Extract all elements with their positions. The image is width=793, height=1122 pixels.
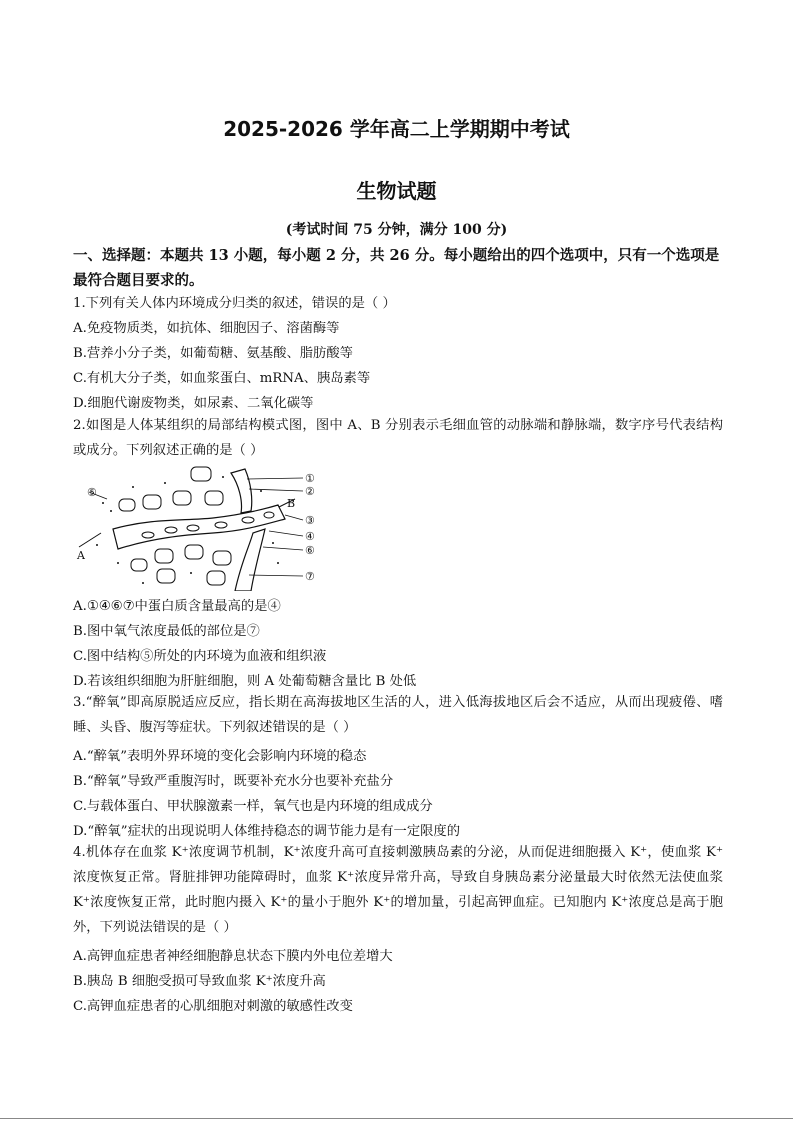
question-2-option-a: A.①④⑥⑦中蛋白质含量最高的是④ — [73, 599, 281, 614]
page-bottom-rule — [0, 1118, 793, 1119]
blood-cell — [215, 522, 227, 528]
label-a: A — [77, 549, 85, 562]
question-4-option-b: B.胰岛 B 细胞受损可导致血浆 K⁺浓度升高 — [73, 974, 326, 989]
label-b: B — [287, 497, 296, 510]
tissue-cell — [143, 495, 161, 509]
question-1-option-d: D.细胞代谢废物类，如尿素、二氧化碳等 — [73, 396, 314, 411]
question-3-option-b: B.“醉氧”导致严重腹泻时，既要补充水分也要补充盐分 — [73, 774, 394, 789]
label-4: ④ — [305, 530, 315, 543]
exam-title: 2025-2026 学年高二上学期期中考试 — [223, 117, 570, 141]
question-4-stem: 4.机体存在血浆 K⁺浓度调节机制，K⁺浓度升高可直接刺激胰岛素的分泌，从而促进细胞摄入 K⁺，使血浆 K⁺浓度恢复正常。肾脏排钾功能障碍时，血浆 K⁺浓度异常升高，导致自身胰岛素分泌量最大时依然无法使血浆 K⁺浓度恢复正常，此时胞内摄入 K⁺的量小于胞外 K⁺的增加量，引起高钾血症。已知胞内 K⁺浓度总是高于胞外，下列说法错误的是（ ） — [73, 845, 723, 935]
tissue-cell — [207, 571, 225, 585]
question-2-option-c: C.图中结构⑤所处的内环境为血液和组织液 — [73, 649, 327, 664]
label-1: ① — [305, 472, 315, 485]
tissue-cell — [157, 569, 175, 583]
label-7: ⑦ — [305, 570, 315, 583]
question-2-option-d: D.若该组织细胞为肝脏细胞，则 A 处葡萄糖含量比 B 处低 — [73, 674, 417, 689]
question-1-option-a: A.免疫物质类，如抗体、细胞因子、溶菌酶等 — [73, 321, 340, 336]
question-4-option-c: C.高钾血症患者的心肌细胞对刺激的敏感性改变 — [73, 999, 353, 1014]
question-3-stem: 3.“醉氧”即高原脱适应反应，指长期在高海拔地区生活的人，进入低海拔地区后会不适应，从而出现疲倦、嗜睡、头昏、腹泻等症状。下列叙述错误的是（ ） — [73, 695, 723, 735]
question-1-stem: 1.下列有关人体内环境成分归类的叙述，错误的是（ ） — [73, 296, 396, 311]
question-1-option-c: C.有机大分子类，如血浆蛋白、mRNA、胰岛素等 — [73, 371, 371, 386]
label-2: ② — [305, 485, 315, 498]
tissue-cell — [191, 467, 211, 481]
exam-time-info: (考试时间 75 分钟，满分 100 分) — [285, 222, 508, 238]
blood-cell — [165, 527, 177, 533]
section-heading: 一、选择题：本题共 13 小题，每小题 2 分，共 26 分。每小题给出的四个选项中，只有一个选项是最符合题目要求的。 — [73, 247, 720, 289]
question-3-option-d: D.“醉氧”症状的出现说明人体维持稳态的调节能力是有一定限度的 — [73, 824, 461, 839]
tissue-cell — [131, 559, 147, 571]
label-6: ⑥ — [305, 544, 315, 557]
tissue-structure-figure — [73, 463, 333, 591]
question-2-option-b: B.图中氧气浓度最低的部位是⑦ — [73, 624, 260, 639]
label-3: ③ — [305, 514, 315, 527]
blood-cell — [264, 512, 274, 518]
question-3-option-c: C.与载体蛋白、甲状腺激素一样，氧气也是内环境的组成成分 — [73, 799, 433, 814]
label-5: ⑤ — [87, 486, 97, 499]
question-2-stem: 2.如图是人体某组织的局部结构模式图，图中 A、B 分别表示毛细血管的动脉端和静脉端，数字序号代表结构或成分。下列叙述正确的是（ ） — [73, 418, 723, 458]
blood-cell — [187, 525, 199, 531]
question-4-option-a: A.高钾血症患者神经细胞静息状态下膜内外电位差增大 — [73, 949, 393, 964]
subject-title: 生物试题 — [356, 179, 437, 203]
tissue-cell — [119, 499, 135, 511]
question-3-option-a: A.“醉氧”表明外界环境的变化会影响内环境的稳态 — [73, 749, 367, 764]
question-1-option-b: B.营养小分子类，如葡萄糖、氨基酸、脂肪酸等 — [73, 346, 353, 361]
lymph-vessel — [235, 529, 265, 591]
tissue-cell — [213, 551, 231, 565]
tissue-cell — [155, 549, 173, 563]
tissue-cell — [205, 491, 223, 505]
blood-cell — [242, 517, 254, 523]
tissue-cell — [185, 545, 203, 559]
lymph-capillary — [231, 469, 252, 513]
tissue-cell — [173, 491, 191, 505]
blood-cell — [142, 532, 154, 538]
